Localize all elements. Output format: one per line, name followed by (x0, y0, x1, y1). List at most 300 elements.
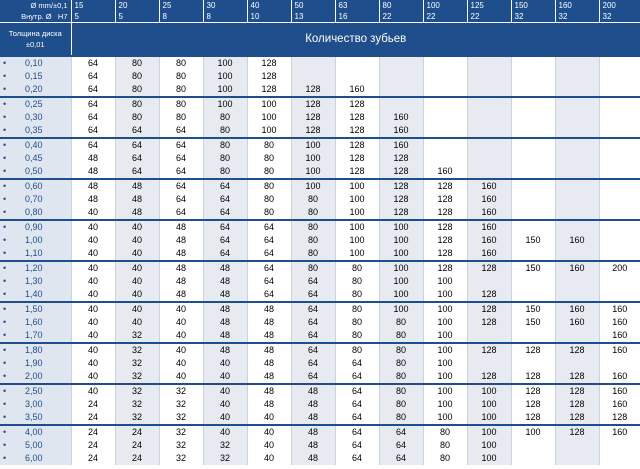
teeth-count-cell: 128 (555, 398, 599, 411)
teeth-count-cell: 160 (379, 138, 423, 152)
teeth-count-cell: 128 (423, 206, 467, 220)
teeth-count-cell: 160 (467, 234, 511, 247)
bullet-icon: • (3, 358, 7, 368)
teeth-count-cell (511, 247, 555, 261)
teeth-count-cell (599, 138, 640, 152)
teeth-count-cell: 160 (555, 316, 599, 329)
teeth-count-cell: 80 (115, 83, 159, 97)
teeth-count-cell: 32 (203, 439, 247, 452)
teeth-count-cell: 128 (379, 179, 423, 193)
teeth-count-cell: 32 (159, 384, 203, 398)
table-row (0, 179, 640, 193)
teeth-count-cell: 48 (291, 452, 335, 465)
thickness-cell (0, 179, 71, 193)
table-row (0, 124, 640, 138)
teeth-count-cell: 64 (247, 247, 291, 261)
teeth-count-cell: 40 (203, 357, 247, 370)
teeth-count-cell: 100 (203, 97, 247, 111)
teeth-count-cell: 128 (467, 302, 511, 316)
bullet-icon: • (3, 317, 7, 327)
teeth-count-cell: 160 (467, 247, 511, 261)
teeth-count-cell: 80 (335, 288, 379, 302)
teeth-count-cell (467, 165, 511, 179)
thickness-value: 3,50 (25, 412, 43, 422)
thickness-cell (0, 398, 71, 411)
diameter-value: 15 (71, 0, 115, 11)
bullet-icon: • (3, 371, 7, 381)
thickness-value: 0,25 (25, 99, 43, 109)
thickness-cell (0, 56, 71, 70)
teeth-count-cell (599, 97, 640, 111)
thickness-value: 5,00 (25, 440, 43, 450)
teeth-count-cell: 32 (159, 398, 203, 411)
table-title: Количество зубьев (71, 23, 640, 57)
teeth-count-cell: 48 (71, 179, 115, 193)
teeth-count-cell: 80 (379, 370, 423, 384)
teeth-count-cell: 48 (291, 398, 335, 411)
teeth-count-cell: 100 (423, 275, 467, 288)
bore-value: 22 (423, 11, 467, 23)
teeth-count-cell: 100 (379, 261, 423, 275)
teeth-count-cell: 160 (335, 83, 379, 97)
teeth-count-cell: 40 (71, 261, 115, 275)
teeth-count-cell: 64 (291, 316, 335, 329)
teeth-count-cell: 40 (71, 206, 115, 220)
teeth-count-cell (335, 70, 379, 83)
thickness-cell (0, 370, 71, 384)
teeth-count-cell (599, 111, 640, 124)
thickness-value: 1,00 (25, 235, 43, 245)
teeth-count-cell (555, 179, 599, 193)
teeth-count-cell: 40 (71, 220, 115, 234)
bore-value: 16 (335, 11, 379, 23)
teeth-count-cell (423, 56, 467, 70)
teeth-count-cell (467, 124, 511, 138)
teeth-count-cell (555, 275, 599, 288)
table-row (0, 357, 640, 370)
thickness-cell (0, 220, 71, 234)
teeth-count-cell (511, 452, 555, 465)
thickness-cell (0, 439, 71, 452)
teeth-count-cell: 150 (511, 302, 555, 316)
teeth-count-cell: 80 (203, 124, 247, 138)
bullet-icon: • (3, 166, 7, 176)
teeth-count-cell: 24 (71, 398, 115, 411)
teeth-count-cell: 40 (71, 302, 115, 316)
teeth-count-cell: 48 (115, 193, 159, 206)
teeth-count-cell (599, 165, 640, 179)
teeth-count-cell: 160 (467, 206, 511, 220)
thickness-cell (0, 165, 71, 179)
teeth-count-cell (599, 83, 640, 97)
thickness-value: 2,50 (25, 386, 43, 396)
teeth-count-cell (467, 70, 511, 83)
thickness-cell (0, 288, 71, 302)
teeth-count-cell: 128 (335, 152, 379, 165)
teeth-count-cell: 128 (467, 288, 511, 302)
teeth-count-cell: 100 (423, 316, 467, 329)
table-row (0, 302, 640, 316)
teeth-count-cell (467, 97, 511, 111)
teeth-count-cell: 80 (379, 343, 423, 357)
teeth-count-cell: 64 (379, 452, 423, 465)
thickness-value: 4,00 (25, 427, 43, 437)
teeth-count-cell: 128 (423, 247, 467, 261)
diameter-value: 100 (423, 0, 467, 11)
diameter-label: Ø mm/±0,1 (0, 0, 71, 11)
table-row (0, 56, 640, 70)
teeth-count-cell (599, 247, 640, 261)
teeth-count-cell (379, 97, 423, 111)
title-row (0, 23, 640, 57)
teeth-count-cell: 48 (291, 439, 335, 452)
teeth-count-cell (423, 124, 467, 138)
teeth-count-cell: 48 (203, 316, 247, 329)
teeth-count-cell: 64 (159, 179, 203, 193)
teeth-count-cell (599, 234, 640, 247)
thickness-value: 0,60 (25, 181, 43, 191)
teeth-count-cell: 160 (555, 234, 599, 247)
teeth-count-cell: 128 (291, 124, 335, 138)
diameter-value: 30 (203, 0, 247, 11)
teeth-count-cell: 64 (115, 138, 159, 152)
teeth-count-cell: 100 (291, 152, 335, 165)
thickness-value: 0,30 (25, 112, 43, 122)
teeth-count-cell: 160 (599, 398, 640, 411)
teeth-count-cell (555, 206, 599, 220)
teeth-count-cell: 160 (555, 302, 599, 316)
teeth-count-cell: 48 (291, 384, 335, 398)
teeth-count-cell: 80 (291, 261, 335, 275)
bullet-icon: • (3, 289, 7, 299)
teeth-count-cell: 40 (115, 288, 159, 302)
teeth-count-cell: 128 (555, 343, 599, 357)
teeth-count-cell: 160 (467, 220, 511, 234)
teeth-count-cell: 40 (71, 275, 115, 288)
teeth-count-cell (599, 193, 640, 206)
teeth-count-cell: 160 (599, 316, 640, 329)
teeth-count-cell: 80 (379, 357, 423, 370)
teeth-count-cell: 32 (115, 357, 159, 370)
teeth-count-cell: 128 (423, 179, 467, 193)
teeth-count-cell: 64 (291, 302, 335, 316)
teeth-count-cell: 100 (423, 343, 467, 357)
bullet-icon: • (3, 345, 7, 355)
teeth-count-cell: 40 (115, 261, 159, 275)
teeth-count-cell: 100 (467, 384, 511, 398)
teeth-count-cell: 64 (203, 179, 247, 193)
teeth-count-cell: 128 (511, 384, 555, 398)
teeth-count-cell: 128 (335, 124, 379, 138)
teeth-count-cell: 64 (335, 411, 379, 425)
teeth-count-cell: 64 (71, 138, 115, 152)
bullet-icon: • (3, 330, 7, 340)
thickness-cell (0, 357, 71, 370)
teeth-count-cell (511, 275, 555, 288)
teeth-count-cell: 48 (247, 329, 291, 343)
table-row (0, 193, 640, 206)
teeth-count-cell: 40 (203, 411, 247, 425)
bullet-icon: • (3, 58, 7, 68)
teeth-count-cell: 100 (467, 439, 511, 452)
teeth-count-cell (599, 206, 640, 220)
thickness-cell (0, 384, 71, 398)
teeth-count-cell (555, 111, 599, 124)
teeth-count-cell: 40 (115, 247, 159, 261)
teeth-count-cell: 80 (379, 316, 423, 329)
teeth-count-cell: 80 (423, 439, 467, 452)
teeth-count-cell: 64 (159, 152, 203, 165)
teeth-count-cell: 32 (115, 329, 159, 343)
teeth-count-cell: 128 (467, 370, 511, 384)
teeth-count-cell: 80 (203, 165, 247, 179)
table-row (0, 439, 640, 452)
teeth-count-cell: 32 (115, 370, 159, 384)
teeth-count-cell (467, 329, 511, 343)
teeth-count-cell: 128 (423, 220, 467, 234)
teeth-count-cell (599, 452, 640, 465)
teeth-count-cell (467, 83, 511, 97)
bullet-icon: • (3, 140, 7, 150)
teeth-count-cell: 150 (511, 316, 555, 329)
teeth-count-cell (423, 152, 467, 165)
teeth-count-cell (599, 220, 640, 234)
teeth-count-cell (511, 206, 555, 220)
teeth-count-cell (511, 111, 555, 124)
teeth-count-cell: 24 (71, 411, 115, 425)
thickness-value: 1,80 (25, 345, 43, 355)
teeth-count-cell (379, 56, 423, 70)
table-row (0, 97, 640, 111)
teeth-count-cell (555, 357, 599, 370)
teeth-count-cell (335, 56, 379, 70)
teeth-count-cell (555, 329, 599, 343)
teeth-count-cell (511, 70, 555, 83)
diameter-value: 160 (555, 0, 599, 11)
teeth-count-cell: 128 (423, 234, 467, 247)
teeth-count-cell: 24 (115, 439, 159, 452)
teeth-count-cell: 100 (291, 179, 335, 193)
teeth-count-cell (511, 357, 555, 370)
bullet-icon: • (3, 235, 7, 245)
teeth-count-cell: 40 (247, 452, 291, 465)
teeth-count-cell: 160 (423, 165, 467, 179)
bore-value: 10 (247, 11, 291, 23)
teeth-count-cell (511, 124, 555, 138)
teeth-count-cell: 40 (115, 275, 159, 288)
diameter-value: 150 (511, 0, 555, 11)
teeth-count-cell: 64 (203, 220, 247, 234)
teeth-count-cell: 100 (335, 193, 379, 206)
teeth-count-cell: 64 (247, 234, 291, 247)
teeth-count-cell: 64 (71, 124, 115, 138)
teeth-count-cell: 80 (335, 343, 379, 357)
teeth-count-cell: 64 (115, 124, 159, 138)
teeth-count-cell: 40 (71, 316, 115, 329)
teeth-count-cell: 64 (159, 138, 203, 152)
teeth-count-cell: 128 (467, 316, 511, 329)
teeth-count-cell (555, 152, 599, 165)
teeth-count-cell: 48 (115, 206, 159, 220)
thickness-cell (0, 247, 71, 261)
bore-value: 5 (115, 11, 159, 23)
table-row (0, 111, 640, 124)
bore-label: Внутр. Ø H7 (0, 11, 71, 23)
teeth-count-cell: 64 (203, 234, 247, 247)
teeth-count-cell: 128 (555, 384, 599, 398)
bore-value: 32 (599, 11, 640, 23)
teeth-count-cell: 80 (203, 152, 247, 165)
table-row (0, 83, 640, 97)
teeth-count-cell: 128 (291, 97, 335, 111)
teeth-count-cell: 160 (599, 370, 640, 384)
teeth-count-cell: 64 (335, 398, 379, 411)
teeth-count-cell: 64 (115, 165, 159, 179)
teeth-count-cell: 40 (159, 329, 203, 343)
teeth-count-cell: 128 (555, 411, 599, 425)
diameter-value: 200 (599, 0, 640, 11)
teeth-count-cell (599, 56, 640, 70)
teeth-count-cell (511, 288, 555, 302)
teeth-count-cell: 80 (423, 425, 467, 439)
thickness-value: 0,50 (25, 166, 43, 176)
teeth-count-cell: 64 (247, 288, 291, 302)
bullet-icon: • (3, 194, 7, 204)
teeth-count-cell: 128 (247, 56, 291, 70)
thickness-cell (0, 193, 71, 206)
teeth-count-cell: 80 (335, 302, 379, 316)
teeth-count-cell: 40 (115, 220, 159, 234)
teeth-count-cell: 64 (71, 111, 115, 124)
bullet-icon: • (3, 440, 7, 450)
teeth-count-cell: 64 (335, 452, 379, 465)
teeth-count-cell: 40 (159, 302, 203, 316)
thickness-value: 0,80 (25, 207, 43, 217)
table-row (0, 343, 640, 357)
bullet-icon: • (3, 153, 7, 163)
teeth-count-cell: 48 (247, 302, 291, 316)
teeth-count-cell: 128 (511, 398, 555, 411)
thickness-value: 1,50 (25, 304, 43, 314)
thickness-cell (0, 275, 71, 288)
thickness-label: Толщина диска ±0,01 (0, 23, 71, 57)
teeth-count-cell: 40 (71, 370, 115, 384)
teeth-count-cell: 40 (115, 302, 159, 316)
teeth-count-cell: 48 (159, 247, 203, 261)
teeth-count-cell: 64 (379, 439, 423, 452)
teeth-count-cell: 48 (71, 193, 115, 206)
teeth-count-cell: 24 (115, 452, 159, 465)
teeth-count-cell: 64 (335, 425, 379, 439)
table-row (0, 206, 640, 220)
table-row (0, 398, 640, 411)
teeth-count-cell (599, 152, 640, 165)
teeth-count-cell: 64 (379, 425, 423, 439)
teeth-count-cell: 128 (247, 83, 291, 97)
teeth-count-cell: 64 (159, 206, 203, 220)
teeth-count-cell: 48 (203, 329, 247, 343)
teeth-count-cell: 100 (379, 288, 423, 302)
teeth-count-cell: 24 (71, 439, 115, 452)
teeth-count-cell: 40 (71, 357, 115, 370)
teeth-count-cell: 48 (203, 275, 247, 288)
teeth-count-cell: 48 (247, 357, 291, 370)
thickness-value: 1,60 (25, 317, 43, 327)
teeth-count-cell: 48 (159, 220, 203, 234)
teeth-count-cell (555, 247, 599, 261)
teeth-count-cell: 100 (423, 411, 467, 425)
teeth-count-cell: 80 (203, 111, 247, 124)
thickness-cell (0, 329, 71, 343)
teeth-count-cell: 100 (423, 370, 467, 384)
teeth-count-cell: 40 (159, 316, 203, 329)
table-row (0, 452, 640, 465)
teeth-count-cell: 128 (555, 425, 599, 439)
teeth-count-cell: 40 (115, 316, 159, 329)
teeth-count-cell (555, 70, 599, 83)
teeth-count-cell: 64 (71, 83, 115, 97)
teeth-count-cell: 128 (291, 83, 335, 97)
teeth-count-cell: 150 (511, 234, 555, 247)
table-row (0, 220, 640, 234)
teeth-count-cell: 48 (291, 411, 335, 425)
bullet-icon: • (3, 399, 7, 409)
bore-value: 22 (467, 11, 511, 23)
teeth-count-cell (511, 152, 555, 165)
teeth-count-cell: 128 (511, 411, 555, 425)
teeth-count-cell (599, 179, 640, 193)
teeth-count-cell: 128 (379, 206, 423, 220)
teeth-count-cell: 100 (379, 275, 423, 288)
teeth-count-cell: 100 (203, 70, 247, 83)
teeth-count-cell: 128 (379, 152, 423, 165)
teeth-count-cell (599, 357, 640, 370)
teeth-count-cell (511, 165, 555, 179)
teeth-count-cell: 32 (115, 384, 159, 398)
teeth-count-cell (555, 56, 599, 70)
teeth-count-cell: 80 (291, 193, 335, 206)
teeth-count-cell: 100 (379, 220, 423, 234)
table-row (0, 288, 640, 302)
thickness-value: 1,70 (25, 330, 43, 340)
teeth-count-cell: 100 (423, 357, 467, 370)
thickness-cell (0, 152, 71, 165)
teeth-count-cell: 200 (599, 261, 640, 275)
teeth-count-cell: 48 (247, 343, 291, 357)
teeth-count-cell: 128 (291, 111, 335, 124)
teeth-count-cell: 40 (71, 343, 115, 357)
teeth-count-cell (423, 111, 467, 124)
teeth-count-cell: 100 (511, 425, 555, 439)
teeth-count-cell: 80 (379, 411, 423, 425)
teeth-count-cell (467, 111, 511, 124)
thickness-cell (0, 83, 71, 97)
teeth-count-cell (599, 70, 640, 83)
teeth-count-cell: 160 (599, 343, 640, 357)
bore-value: 32 (555, 11, 599, 23)
teeth-count-cell: 80 (159, 56, 203, 70)
teeth-count-cell: 100 (379, 302, 423, 316)
teeth-count-cell: 40 (247, 425, 291, 439)
teeth-count-cell: 160 (599, 384, 640, 398)
teeth-count-cell (423, 138, 467, 152)
table-row (0, 247, 640, 261)
bore-value: 8 (203, 11, 247, 23)
table-row (0, 425, 640, 439)
teeth-count-cell: 128 (247, 70, 291, 83)
teeth-count-cell: 48 (159, 261, 203, 275)
teeth-count-cell: 32 (115, 343, 159, 357)
